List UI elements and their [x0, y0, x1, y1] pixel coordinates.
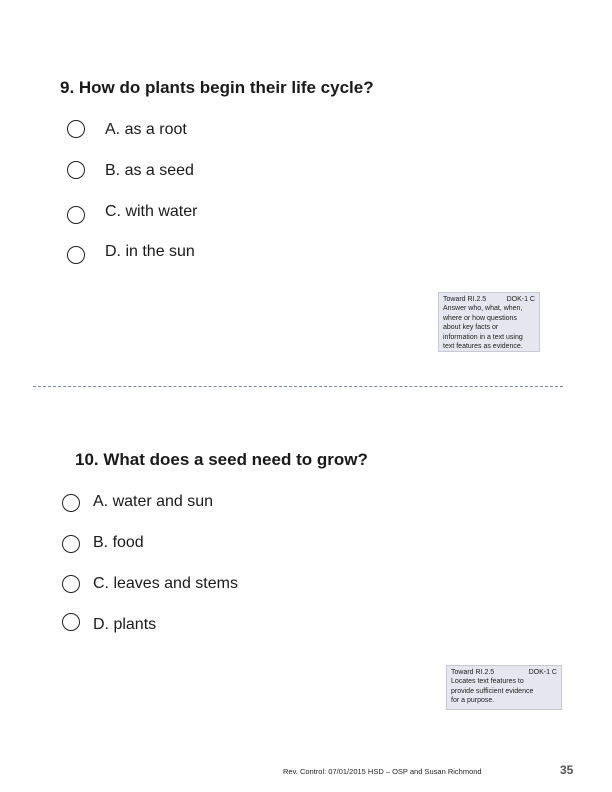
standard-code: Toward RI.2.5 [443, 296, 487, 303]
option-label: A. water and sun [93, 493, 214, 510]
answer-bubble[interactable] [67, 246, 85, 264]
standard-line: where or how questions [443, 314, 517, 322]
option-label: D. in the sun [105, 243, 195, 260]
answer-bubble[interactable] [67, 120, 85, 138]
revision-control: Rev. Control: 07/01/2015 HSD – OSP and Susan Richmond [283, 767, 482, 776]
standard-note-q10 [446, 665, 562, 710]
option-label: A. as a root [105, 121, 187, 138]
answer-bubble[interactable] [62, 535, 80, 553]
option-label: D. plants [93, 616, 157, 633]
option-label: C. leaves and stems [93, 575, 238, 592]
question-9-title: 9. How do plants begin their life cycle? [60, 78, 374, 97]
answer-bubble[interactable] [62, 494, 80, 512]
answer-bubble[interactable] [62, 613, 80, 631]
standard-line: information in a text using [443, 333, 523, 341]
standard-line: Answer who, what, when, [443, 305, 523, 313]
option-label: B. food [93, 534, 144, 551]
question-10-title: 10. What does a seed need to grow? [75, 450, 368, 469]
page-number: 35 [560, 763, 574, 777]
standard-code: Toward RI.2.5 [451, 669, 495, 676]
answer-bubble[interactable] [62, 575, 80, 593]
standard-line: text features as evidence. [443, 343, 523, 351]
dok-level: DOK-1 C [528, 669, 557, 676]
standard-line: provide sufficient evidence [451, 687, 534, 695]
answer-bubble[interactable] [67, 206, 85, 224]
option-label: B. as a seed [105, 162, 194, 179]
standard-note-q9 [438, 292, 540, 352]
standard-line: for a purpose. [451, 697, 495, 705]
standard-line: about key facts or [443, 324, 499, 332]
option-label: C. with water [105, 203, 198, 220]
answer-bubble[interactable] [67, 161, 85, 179]
section-divider [33, 386, 563, 387]
standard-line: Locates text features to [451, 678, 524, 686]
dok-level: DOK-1 C [506, 296, 535, 303]
